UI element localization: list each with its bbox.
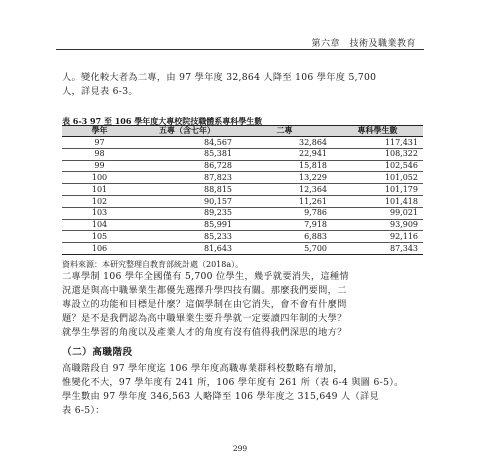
discussion-line-4: 題？是不是我們認為高中職畢業生要升學就一定要讀四年制的大學？ [62,313,347,324]
intro-line-1: 人。變化較大者為二專，由 97 學年度 32,864 人降至 106 學年度 5,700 [62,72,377,83]
cell-five-year: 89,235 [137,207,237,219]
table-row [62,195,423,207]
table-row [62,148,423,160]
section-line-3: 學生數由 97 學年度 346,563 人略降至 106 學年度之 315,649 人（詳見 [62,391,379,402]
table-row [62,243,423,254]
data-table-container [62,125,423,255]
table-row [62,137,423,149]
cell-total: 117,431 [332,137,423,149]
cell-two-year: 15,818 [237,160,332,172]
chapter-header: 第六章 技術及職業教育 [311,39,416,49]
table-row [62,184,423,196]
cell-total: 99,021 [332,207,423,219]
discussion-line-3: 專設立的功能和目標是什麼？這個學制在由它消失，會不會有什麼問 [62,299,347,310]
data-table [62,126,423,254]
cell-total: 102,546 [332,160,423,172]
section-heading: （二）高職階段 [62,347,133,358]
table-header-row [62,126,423,137]
cell-total: 101,052 [332,172,423,184]
section-line-1: 高職階段自 97 學年度迄 106 學年度高職專業群科校數略有增加， [62,363,343,374]
table-caption: 表 6-3 97 至 106 學年度大專校院技職體系專科學生數 [62,116,263,126]
header-year: 學年 [62,126,137,137]
cell-year: 99 [62,160,137,172]
discussion-line-1: 二專學制 106 學年全國僅有 5,700 位學生，幾乎就要消失，這種情 [62,271,349,282]
header-rule [56,49,424,50]
cell-year: 98 [62,148,137,160]
cell-total: 101,418 [332,195,423,207]
table-row [62,160,423,172]
cell-total: 108,322 [332,148,423,160]
cell-year: 103 [62,207,137,219]
cell-two-year: 5,700 [304,243,327,253]
cell-two-year: 32,864 [237,137,332,149]
cell-year: 101 [62,184,137,196]
cell-five-year: 84,567 [137,137,237,149]
cell-five-year: 86,728 [137,160,237,172]
header-total: 專科學生數 [332,126,423,137]
cell-two-year: 11,261 [237,195,332,207]
header-five-year: 五專（含七年） [137,126,237,137]
cell-two-year: 7,918 [237,219,332,231]
cell-five-year: 85,991 [137,219,237,231]
cell-five-year: 88,815 [137,184,237,196]
cell-total: 101,179 [332,184,423,196]
table-row [62,231,423,243]
section-line-4: 表 6-5）： [62,405,105,416]
table-body [62,137,423,254]
cell-five-year: 81,643 [204,243,232,253]
cell-total: 93,909 [332,219,423,231]
page-number: 299 [232,444,248,453]
cell-year: 106 [91,243,108,253]
cell-two-year: 12,364 [237,184,332,196]
cell-year: 97 [62,137,137,149]
cell-year: 100 [62,172,137,184]
cell-two-year: 22,941 [237,148,332,160]
intro-line-2: 人，詳見表 6-3。 [62,86,138,97]
table-row [62,207,423,219]
cell-total: 87,343 [390,243,418,253]
table-row [62,172,423,184]
cell-two-year: 6,883 [237,231,332,243]
cell-five-year: 87,823 [137,172,237,184]
table-source: 資料來源：本研究整理自教育部統計處（2018a）。 [62,260,244,269]
cell-year: 104 [62,219,137,231]
cell-two-year: 9,786 [237,207,332,219]
header-two-year: 二專 [237,126,332,137]
cell-year: 102 [62,195,137,207]
table-row [62,219,423,231]
cell-five-year: 85,381 [137,148,237,160]
discussion-line-5: 就學生學習的角度以及產業人才的角度有沒有值得我們深思的地方？ [62,327,347,338]
discussion-line-2: 況還是與高中職畢業生都優先選擇升學四技有關。那麼我們要問，二 [62,285,347,296]
cell-five-year: 85,233 [137,231,237,243]
cell-total: 92,116 [332,231,423,243]
cell-five-year: 90,157 [137,195,237,207]
section-line-2: 惟變化不大，97 學年度有 241 所，106 學年度有 261 所（表 6-4 與圖 6-5）。 [62,377,404,388]
cell-year: 105 [62,231,137,243]
cell-two-year: 13,229 [237,172,332,184]
